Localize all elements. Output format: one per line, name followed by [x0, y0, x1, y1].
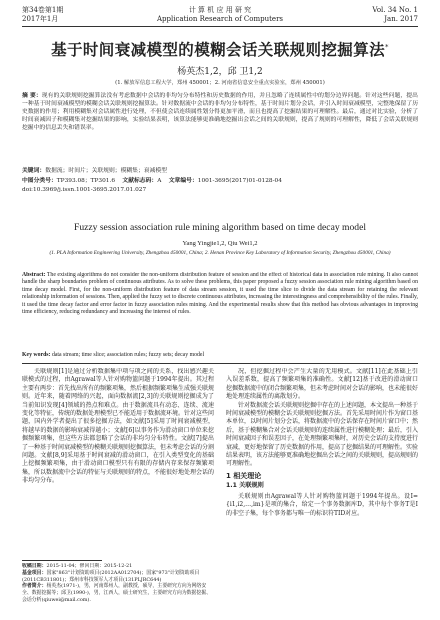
- paper-affiliation: (1. 解放军信息工程大学，郑州 450001；2. 河南省信息安全重点实验室，郑州 450001): [115, 80, 325, 86]
- header-rule: [22, 26, 418, 27]
- body-paragraph: 关联规则[1]是通过分析数据集中项与项之间的关系，找出感兴趣关联模式的过程，由Agrawal等人针对购物篮问题于1994年提出。其过程主要有两步：首先找出所有的频繁项集，然后根据频繁项集生成强关联规则。近年来，随着网络的兴起，面向数据流[2,3]的关联规则挖掘成为了当前知识发现[4]领域的热点和难点。由于数据流具有动态、连续、流速变化等特征，传统的数据处理模型已不能适用于数据流环境。针对这些问题，国内外学者提出了很多挖掘方法，如文献[5]采用了时间衰减模型，将越早的数据的影响衰减得越小；文献[6]以事务作为滑动窗口单位来挖掘频繁项集，但这些方法都忽略了会话的非均匀分布特性。文献[7]提出了一种基于时间衰减模型的模糊关联规则挖掘算法，但未考虑会话的分割问题。文献[8,9]采用基于时间衰减的滑动窗口，在引入类型变化的基础上挖掘频繁项集，由于滑动窗口模型只有有限的存储内存来保存频繁项集，所以数据流中会话的特征与关联规则的特点，不能很好地处理会话的非均匀分布。: [22, 368, 214, 485]
- body-column-right: [226, 368, 418, 582]
- english-affiliation: (1. PLA Information Engineering University, Zhengzhou 450001, China; 2. Henan Province Key Laboratory of Information Security, Zhengzhou 450001, China): [49, 250, 391, 256]
- english-title: Fuzzy session association rule mining algorithm based on time decay model: [73, 222, 366, 233]
- footnote: 收稿日期：2015-11-04；修回日期：2015-12-21 基金项目：国家"863"计划资助项目(2012AA012704)；国家"973"计划资助项目(2011CB311801)；郑州市科技领军人才项目(131PLJRC644) 作者简介：杨英杰(1971-)，男，河南郑州人，副教授，硕导，主要研究方向为网络安全、数据挖掘等；邱卫(1990-)，男，江西人，硕士研究生，主要研究方向为数据挖掘、会话分析(qiuwei@mail.com).: [22, 563, 212, 603]
- body-paragraph: 况，但挖掘过程中会产生大量的无用模式。文献[11]在此基础上引入误差系数，提高了频繁项集的准确性。文献[12]基于改进的滑动窗口挖掘数据流中的闭合频繁项集，但未考虑时间对会话的影响，也未能很好地处理连续属性的离散划分。: [226, 368, 418, 401]
- paper-authors: 杨英杰1,2，邱 卫1,2: [177, 67, 263, 77]
- body-paragraph: 关联规则由Agrawal等人针对购物篮问题于1994年提出。设I={i1,i2,…,im}是项的集合，给定一个事务数据库D，其中每个事务T是I的非空子集，每个事务都与唯一的标识符TID对应。: [226, 492, 418, 517]
- body-paragraph: 针对数据流会话关联规则挖掘中存在的上述问题，本文提出一种基于时间衰减模型的模糊会话关联规则挖掘方法。首先采用时间片作为窗口基本单位，以时间片划分会话，将数据流中的会话保存在时间片窗口中；然后，基于模糊集合对会话关联规则的连续属性进行模糊处理；最后，引入时间衰减因子和误差因子，在处理频繁项集时，对历史会话的支持度进行衰减，更好地保留了历史数据的作用，提高了挖掘结果的可理解性。实验结果表明，该方法能够更准确地挖掘出会话之间的关联规则，提高规则的可理解性。: [226, 401, 418, 468]
- header-journal: 计 算 机 应 用 研 究 Application Research of Computers: [156, 6, 284, 23]
- classification-line: 中图分类号：TP393.08；TP301.6 文献标志码：A 文章编号：1001-3695(2017)01-0128-04: [22, 178, 282, 184]
- english-authors: Yang Yingjie1,2, Qiu Wei1,2: [182, 240, 258, 247]
- body-rule: [22, 363, 418, 364]
- cn-keywords: 关键词：数据流；时间片；关联规则；模糊集；衰减模型: [22, 168, 167, 174]
- cn-abstract: 摘 要：现有的关联规则挖掘算法没有考虑数据中会话的非均匀分布特性和历史数据的作用，并且忽略了连续属性中的划分边界问题。针对这些问题，提出一种基于时间衰减模型的模糊会话关联规则挖掘算法。针对数据流中会话的非均匀分布特性，基于时间片划分会话，并引入时间衰减模型，完整地保留了历史数据的作用；利用模糊集对会话属性进行处理，不但使会话连续属性划分得更加平滑，而且也提高了挖掘结果的可理解性。最后，通过对比实验，分析了时间衰减因子和模糊集对挖掘结果的影响，实验结果表明，该算法能够更准确地挖掘出会话之间的关联规则，提高了规则的可理解性，降低了会话关联规则挖掘中的信息丢失和错误率。: [22, 93, 418, 132]
- section-heading: 1 相关理论: [226, 471, 262, 480]
- paper-title: 基于时间衰减模型的模糊会话关联规则挖掘算法*: [51, 41, 389, 59]
- header-issue: Vol. 34 No. 1 Jan. 2017: [372, 6, 418, 23]
- subsection-heading: 1.1 关联规则: [226, 482, 264, 490]
- header-volume: 第34卷第1期 2017年1月: [22, 6, 64, 23]
- english-abstract: Abstract: The existing algorithms do not consider the non-uniform distribution feature of session and the effect of historical data in association rule mining. It also cannot handle the sharp boundaries problem of continuous attributes. As to solve these problems, this paper proposed a fuzzy session association rule mining algorithm based on time decay model. First, for the non-uniform distribution feature of data stream session, it used the time slice to divide the data stream for retaining the relevant relationship information of sessions. Then, applied the fuzzy set to discrete continuous attributes, increasing the interestingness and comprehensibility of the rules. Finally, it used the time decay factor and error factor in fuzzy association rules mining. And the experimental results show that this method has obvious advantages in improving time efficiency, reducing redundancy and increasing the interest of rules.: [22, 272, 418, 316]
- doi-line: doi:10.3969/j.issn.1001-3695.2017.01.027: [22, 187, 147, 193]
- english-keywords: Key words: data stream; time slice; association rules; fuzzy sets; decay model: [22, 352, 205, 358]
- footnote-rule: [22, 560, 102, 561]
- body-column-left: [22, 368, 214, 556]
